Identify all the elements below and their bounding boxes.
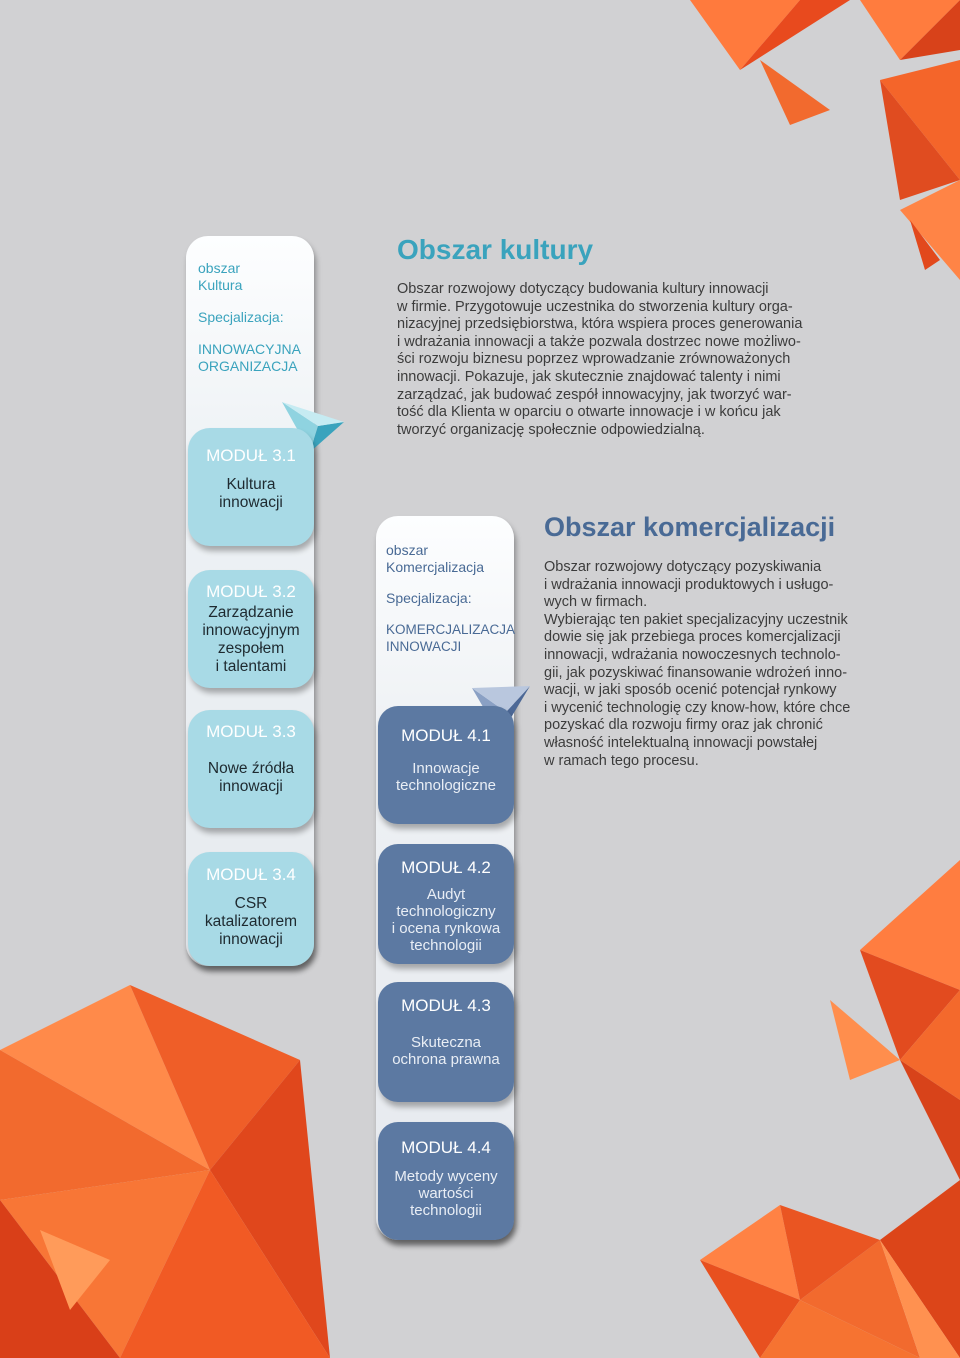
module-4-1-line1: Innowacje <box>412 760 480 777</box>
module-3-3-code: MODUŁ 3.3 <box>206 722 296 741</box>
module-3-3-line1: Nowe źródła <box>207 760 295 777</box>
kultura-description <box>397 281 817 439</box>
kultura-desc-line: nizacyjnej przedsiębiorstwa, która wspiera proces generowania <box>397 316 803 333</box>
kultura-spec-line1: INNOWACYJNA <box>198 341 301 357</box>
module-4-2-line2: technologiczny <box>396 903 496 920</box>
module-4-3-line2: ochrona prawna <box>392 1051 500 1068</box>
bottom-left-triangles <box>0 985 330 1358</box>
module-4-2-line3: i ocena rynkowa <box>391 920 501 937</box>
komercjalizacja-desc-line: pozyskać dla rozwoju firmy oraz jak chronić <box>544 717 823 734</box>
module-3-2-code: MODUŁ 3.2 <box>206 582 296 601</box>
kultura-desc-line: Obszar rozwojowy dotyczący budowania kultury innowacji <box>397 281 769 297</box>
module-3-4[interactable] <box>188 852 314 966</box>
module-4-1-code: MODUŁ 4.1 <box>401 726 491 745</box>
kultura-spec-label: Specjalizacja: <box>198 309 284 325</box>
module-3-1-line1: Kultura <box>226 476 276 493</box>
komercjalizacja-desc-line: Obszar rozwojowy dotyczący pozyskiwania <box>544 559 822 575</box>
module-3-3[interactable] <box>188 710 314 828</box>
module-3-2-line1: Zarządzanie <box>208 604 294 621</box>
module-4-4[interactable] <box>378 1122 514 1240</box>
module-4-4-line3: technologii <box>410 1202 482 1219</box>
kultura-spec-line2: ORGANIZACJA <box>198 358 298 374</box>
module-4-2-line4: technologii <box>410 937 482 954</box>
kultura-desc-line: ści rozwoju biznesu poprzez wprowadzanie zrównoważonych <box>397 351 791 368</box>
module-3-2-line3: zespołem <box>217 640 285 657</box>
module-3-1-line2: innowacji <box>219 494 283 511</box>
komercjalizacja-desc-line: w ramach tego procesu. <box>544 752 699 769</box>
komercjalizacja-heading: Obszar komercjalizacji <box>544 512 836 542</box>
bottom-right-triangles <box>700 860 960 1358</box>
komercjalizacja-obszar-label: obszar <box>386 542 429 558</box>
komercjalizacja-spec-line1: KOMERCJALIZACJA <box>386 622 516 637</box>
komercjalizacja-spec-line2: INNOWACJI <box>386 639 462 654</box>
komercjalizacja-desc-line: własność intelektualną innowacji powstałej <box>544 734 818 751</box>
kultura-desc-line: zarządzać, jak budować zespół innowacyjny, jak tworzyć war- <box>397 386 792 403</box>
module-4-1-line2: technologiczne <box>395 777 497 794</box>
module-4-4-code: MODUŁ 4.4 <box>401 1138 491 1157</box>
komercjalizacja-obszar-name: Komercjalizacja <box>386 559 485 575</box>
module-4-4-line1: Metody wyceny <box>394 1168 498 1185</box>
module-3-4-line3: innowacji <box>219 931 283 948</box>
kultura-obszar-name: Kultura <box>198 277 243 293</box>
module-4-3[interactable] <box>378 982 514 1102</box>
module-4-3-line1: Skuteczna <box>410 1034 482 1051</box>
kultura-desc-line: w firmie. Przygotowuje uczestnika do stworzenia kultury orga- <box>397 298 793 315</box>
module-4-2-code: MODUŁ 4.2 <box>401 858 491 877</box>
komercjalizacja-desc-line: dowie się jak przebiega proces komercjalizacji <box>544 629 841 646</box>
module-4-2-line1: Audyt <box>426 886 466 903</box>
module-4-1[interactable] <box>378 706 514 824</box>
module-3-1[interactable] <box>188 428 314 546</box>
module-3-2-line2: innowacyjnym <box>202 622 300 639</box>
module-3-2[interactable] <box>188 570 314 688</box>
module-4-2[interactable] <box>378 844 514 964</box>
top-right-triangles <box>690 0 960 280</box>
module-3-4-line1: CSR <box>234 895 268 912</box>
komercjalizacja-desc-line: wacji, w jaki sposób ocenić potencjał rynkowy <box>544 682 837 699</box>
komercjalizacja-spec-label: Specjalizacja: <box>386 590 472 606</box>
kultura-desc-line: i wdrażania innowacji a także pozwala dostrzec nowe możliwo- <box>397 333 801 350</box>
kultura-desc-line: tworzyć organizację społecznie odpowiedzialną. <box>397 421 705 438</box>
module-3-4-code: MODUŁ 3.4 <box>206 865 296 884</box>
kultura-obszar-label: obszar <box>198 260 241 276</box>
komercjalizacja-intro <box>386 542 516 655</box>
komercjalizacja-desc-line: i wdrażania innowacji produktowych i usługo- <box>544 576 834 593</box>
komercjalizacja-desc-line: gii, jak pozyskiwać finansowanie wdrożeń inno- <box>544 664 848 681</box>
komercjalizacja-desc-line: i wycenić technologię czy know-how, które chce <box>544 699 851 716</box>
kultura-intro <box>198 260 310 375</box>
module-3-2-line4: i talentami <box>215 658 287 675</box>
komercjalizacja-description <box>544 559 894 770</box>
komercjalizacja-desc-line: innowacji, wdrażania nowoczesnych technolo- <box>544 646 841 663</box>
module-3-3-line2: innowacji <box>219 778 283 795</box>
komercjalizacja-desc-line: wych w firmach. <box>544 594 648 611</box>
kultura-desc-line: innowacji. Pokazuje, jak skutecznie znajdować talenty i nimi <box>397 368 781 385</box>
komercjalizacja-desc-line: Wybierając ten pakiet specjalizacyjny uczestnik <box>544 611 848 628</box>
module-4-3-code: MODUŁ 4.3 <box>401 996 491 1015</box>
kultura-desc-line: tość dla Klienta w oparciu o otwarte innowacje i w końcu jak <box>397 404 781 421</box>
kultura-heading: Obszar kultury <box>397 234 594 265</box>
module-3-1-code: MODUŁ 3.1 <box>206 446 296 465</box>
module-4-4-line2: wartości <box>418 1185 474 1202</box>
module-3-4-line2: katalizatorem <box>204 913 298 930</box>
